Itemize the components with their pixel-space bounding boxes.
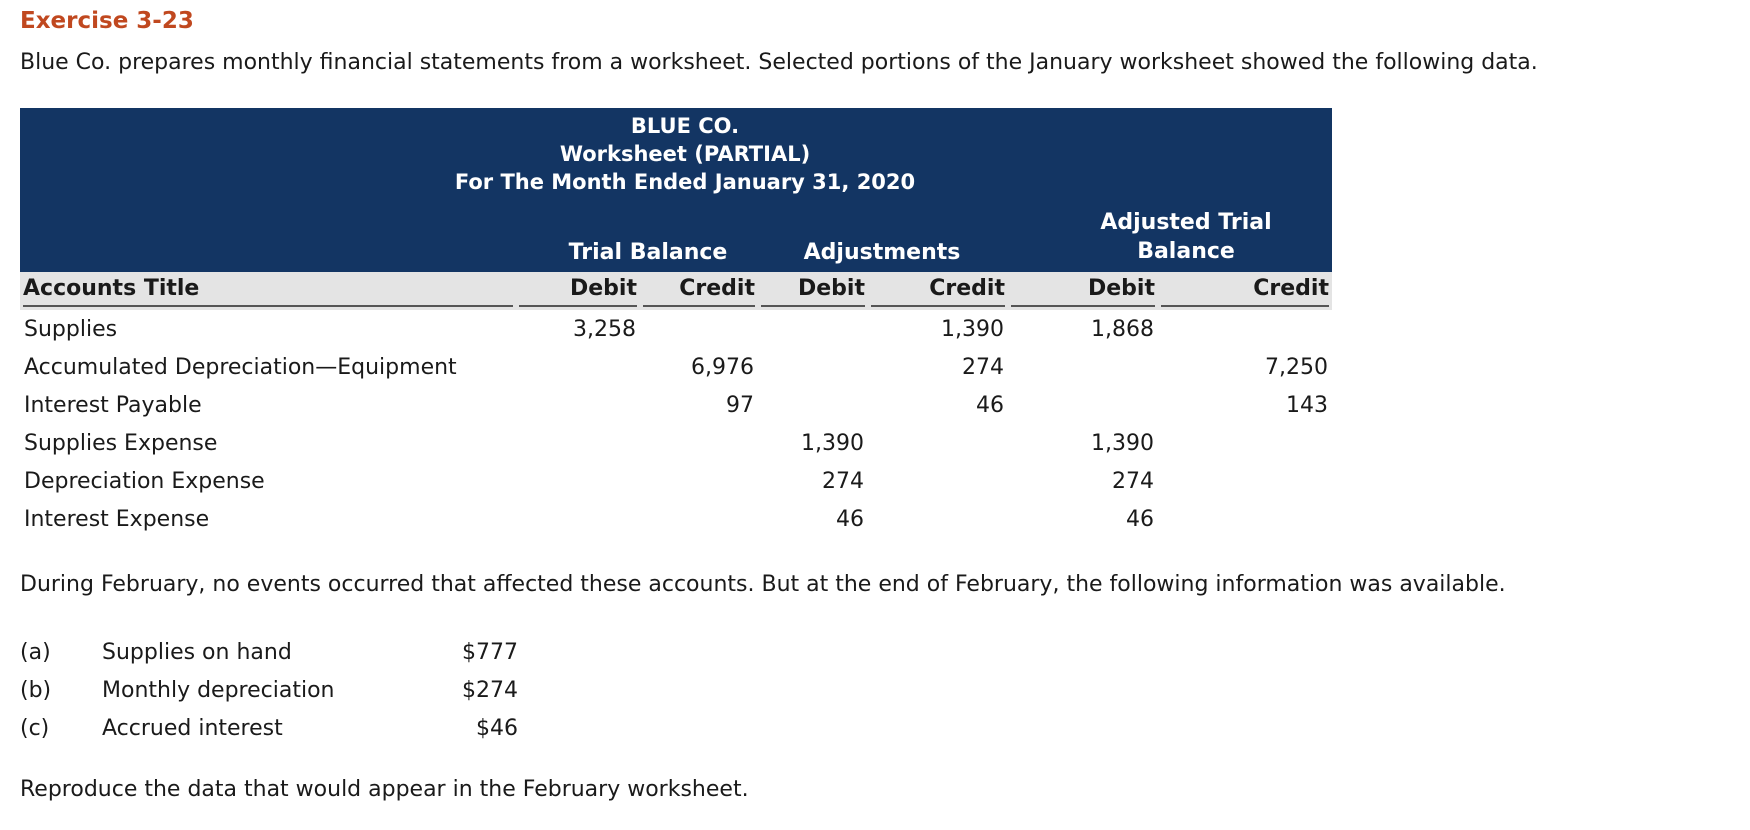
worksheet-period: For The Month Ended January 31, 2020 [454, 170, 916, 194]
item-label: Monthly depreciation [102, 677, 335, 703]
group-adjusted-line1: Adjusted Trial [1100, 210, 1272, 235]
adj-credit-cell: 274 [962, 354, 1004, 380]
tb-debit-cell [516, 500, 640, 538]
adj-debit-cell [758, 348, 868, 386]
tb-debit-cell [516, 348, 640, 386]
list-item [20, 709, 518, 747]
list-item [20, 633, 518, 671]
tb-credit-cell: 97 [726, 392, 754, 418]
col-adj-debit: Debit [761, 275, 865, 307]
adj-debit-cell [758, 386, 868, 424]
table-row [20, 310, 1332, 348]
company-name: BLUE CO. [630, 114, 740, 138]
col-tb-credit: Credit [643, 275, 755, 307]
worksheet-grid [20, 272, 1332, 538]
account-name: Interest Expense [24, 506, 210, 532]
group-adjusted-trial-balance [1040, 208, 1332, 266]
atb-debit-cell: 1,390 [1091, 430, 1154, 456]
col-adj-credit: Credit [871, 275, 1005, 307]
group-trial-balance: Trial Balance [568, 240, 728, 265]
group-adjusted-line2: Balance [1137, 239, 1235, 264]
list-item [20, 671, 518, 709]
february-paragraph: During February, no events occurred that affected these accounts. But at the end of February, the following information was available. [20, 572, 1506, 597]
account-name: Supplies Expense [24, 430, 218, 456]
adj-debit-cell: 46 [836, 506, 864, 532]
account-name: Depreciation Expense [24, 468, 265, 494]
item-label: Accrued interest [102, 715, 283, 741]
tb-credit-cell: 6,976 [691, 354, 754, 380]
atb-credit-cell: 143 [1286, 392, 1328, 418]
table-row [20, 500, 1332, 538]
instruction-paragraph: Reproduce the data that would appear in the February worksheet. [20, 777, 749, 802]
adj-credit-cell [868, 500, 1008, 538]
intro-paragraph: Blue Co. prepares monthly financial statements from a worksheet. Selected portions of the January worksheet showed the following data. [20, 50, 1538, 75]
atb-credit-cell [1158, 462, 1332, 500]
tb-debit-cell [516, 386, 640, 424]
adj-credit-cell: 46 [976, 392, 1004, 418]
atb-debit-cell [1008, 386, 1158, 424]
table-row [20, 462, 1332, 500]
adj-debit-cell [758, 310, 868, 348]
item-letter: (a) [20, 639, 51, 665]
tb-credit-cell [640, 500, 758, 538]
tb-credit-cell [640, 424, 758, 462]
atb-credit-cell [1158, 310, 1332, 348]
col-atb-credit: Credit [1161, 275, 1329, 307]
worksheet-name: Worksheet (PARTIAL) [559, 142, 811, 166]
february-info-list [20, 633, 518, 747]
adj-credit-cell [868, 462, 1008, 500]
tb-debit-cell [516, 424, 640, 462]
col-tb-debit: Debit [519, 275, 637, 307]
adj-debit-cell: 274 [822, 468, 864, 494]
col-atb-debit: Debit [1011, 275, 1155, 307]
account-name: Supplies [24, 316, 118, 342]
worksheet-header [20, 108, 1332, 272]
group-adjustments: Adjustments [803, 240, 961, 265]
worksheet-table [20, 108, 1332, 538]
atb-credit-cell: 7,250 [1265, 354, 1328, 380]
tb-debit-cell: 3,258 [573, 316, 636, 342]
tb-credit-cell [640, 462, 758, 500]
account-name: Interest Payable [24, 392, 202, 418]
table-row [20, 386, 1332, 424]
atb-credit-cell [1158, 500, 1332, 538]
adj-credit-cell [868, 424, 1008, 462]
item-letter: (b) [20, 677, 52, 703]
item-value: $274 [462, 677, 518, 703]
item-letter: (c) [20, 715, 50, 741]
tb-debit-cell [516, 462, 640, 500]
atb-debit-cell [1008, 348, 1158, 386]
atb-debit-cell: 274 [1112, 468, 1154, 494]
column-header-row [20, 272, 1332, 310]
atb-debit-cell: 46 [1126, 506, 1154, 532]
table-row [20, 348, 1332, 386]
col-accounts-title: Accounts Title [23, 275, 513, 307]
item-value: $777 [462, 639, 518, 665]
atb-debit-cell: 1,868 [1091, 316, 1154, 342]
exercise-title: Exercise 3-23 [20, 8, 194, 34]
account-name: Accumulated Depreciation—Equipment [24, 354, 457, 380]
item-value: $46 [476, 715, 518, 741]
table-row [20, 424, 1332, 462]
adj-debit-cell: 1,390 [801, 430, 864, 456]
adj-credit-cell: 1,390 [941, 316, 1004, 342]
tb-credit-cell [640, 310, 758, 348]
atb-credit-cell [1158, 424, 1332, 462]
item-label: Supplies on hand [102, 639, 292, 665]
